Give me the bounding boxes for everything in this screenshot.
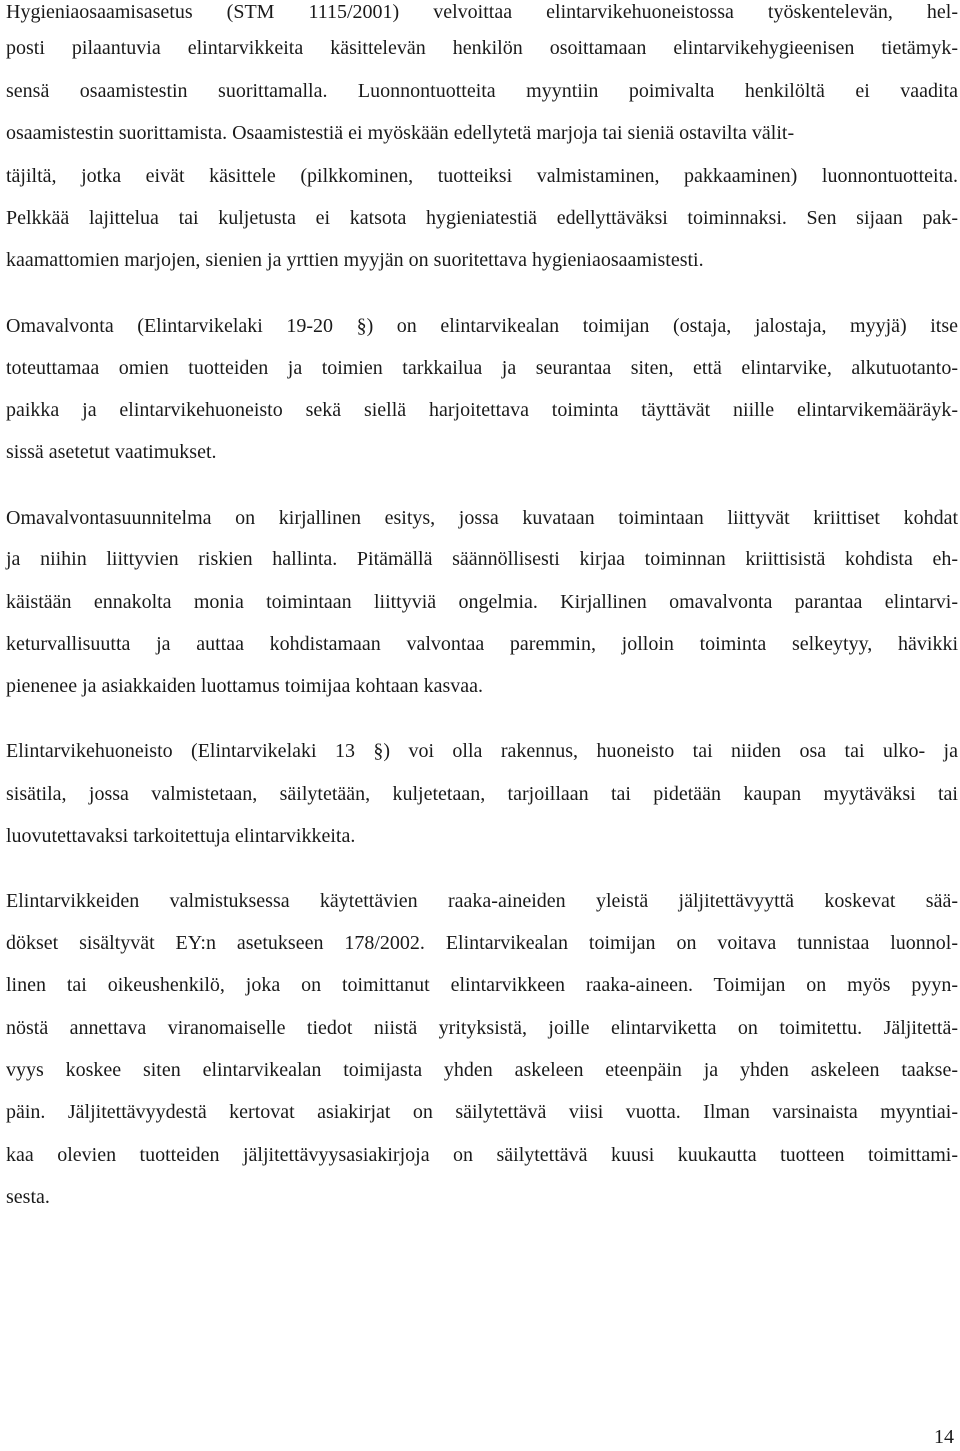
text-line: käistään ennakolta monia toimintaan liittyviä ongelmia. Kirjallinen omavalvonta parantaa elintarvi- bbox=[6, 591, 958, 613]
text-line: Omavalvontasuunnitelma on kirjallinen esitys, jossa kuvataan toimintaan liittyvät kriittiset kohdat bbox=[6, 507, 958, 529]
text-line: täjiltä, jotka eivät käsittele (pilkkominen, tuotteiksi valmistaminen, pakkaaminen) luonnontuotteita. bbox=[6, 165, 958, 187]
text-line: Omavalvonta (Elintarvikelaki 19-20 §) on elintarvikealan toimijan (ostaja, jalostaja, myyjä) itse bbox=[6, 315, 958, 337]
text-line: paikka ja elintarvikehuoneisto sekä siellä harjoitettava toiminta täyttävät niille elintarvikemääräyk- bbox=[6, 399, 958, 421]
text-line: dökset sisältyvät EY:n asetukseen 178/2002. Elintarvikealan toimijan on voitava tunnistaa luonnol- bbox=[6, 932, 958, 954]
text-line: toteuttamaa omien tuotteiden ja toimien tarkkailua ja seurantaa siten, että elintarvike, alkutuotanto- bbox=[6, 357, 958, 379]
text-line: sesta. bbox=[6, 1186, 50, 1208]
text-line: Elintarvikehuoneisto (Elintarvikelaki 13 §) voi olla rakennus, huoneisto tai niiden osa tai ulko- ja bbox=[6, 740, 958, 762]
text-line: Pelkkää lajittelua tai kuljetusta ei katsota hygieniatestiä edellyttäväksi toiminnaksi. Sen sijaan pak- bbox=[6, 207, 958, 229]
text-line: kaamattomien marjojen, sienien ja yrttien myyjän on suoritettava hygieniaosaamistesti. bbox=[6, 249, 704, 271]
text-line: posti pilaantuvia elintarvikkeita käsittelevän henkilön osoittamaan elintarvikehygieenisen tietämyk- bbox=[6, 37, 958, 59]
text-line: sisätila, jossa valmistetaan, säilytetään, kuljetetaan, tarjoillaan tai pidetään kaupan myytäväksi tai bbox=[6, 783, 958, 805]
text-line: keturvallisuutta ja auttaa kohdistamaan valvontaa paremmin, jolloin toiminta selkeytyy, hävikki bbox=[6, 633, 958, 655]
text-line: ja niihin liittyvien riskien hallinta. Pitämällä säännöllisesti kirjaa toiminnan kriittisistä kohdista eh- bbox=[6, 548, 958, 570]
page-number: 14 bbox=[934, 1426, 954, 1448]
text-line: pienenee ja asiakkaiden luottamus toimijaa kohtaan kasvaa. bbox=[6, 675, 484, 697]
text-line: Hygieniaosaamisasetus (STM 1115/2001) velvoittaa elintarvikehuoneistossa työskentelevän, hel- bbox=[6, 1, 958, 23]
text-line: linen tai oikeushenkilö, joka on toimittanut elintarvikkeen raaka-aineen. Toimijan on myös pyyn- bbox=[6, 974, 958, 996]
text-line: sissä asetetut vaatimukset. bbox=[6, 441, 217, 463]
text-line: Elintarvikkeiden valmistuksessa käytettävien raaka-aineiden yleistä jäljitettävyyttä koskevat sää- bbox=[6, 890, 958, 912]
text-line: päin. Jäljitettävyydestä kertovat asiakirjat on säilytettävä viisi vuotta. Ilman varsinaista myyntiai- bbox=[6, 1101, 958, 1123]
text-line: luovutettavaksi tarkoitettuja elintarvikkeita. bbox=[6, 825, 356, 847]
text-line: sensä osaamistestin suorittamalla. Luonnontuotteita myyntiin poimivalta henkilöltä ei vaadita bbox=[6, 80, 958, 102]
text-line: vyys koskee siten elintarvikealan toimijasta yhden askeleen eteenpäin ja yhden askeleen taakse- bbox=[6, 1059, 958, 1081]
text-line: nöstä annettava viranomaiselle tiedot niistä yrityksistä, joille elintarviketta on toimitettu. Jäljitettä- bbox=[6, 1017, 958, 1039]
text-line: osaamistestin suorittamista. Osaamistestiä ei myöskään edellytetä marjoja tai sieniä ostavilta välit- bbox=[6, 122, 795, 144]
text-line: kaa olevien tuotteiden jäljitettävyysasiakirjoja on säilytettävä kuusi kuukautta tuotteen toimittami- bbox=[6, 1144, 958, 1166]
